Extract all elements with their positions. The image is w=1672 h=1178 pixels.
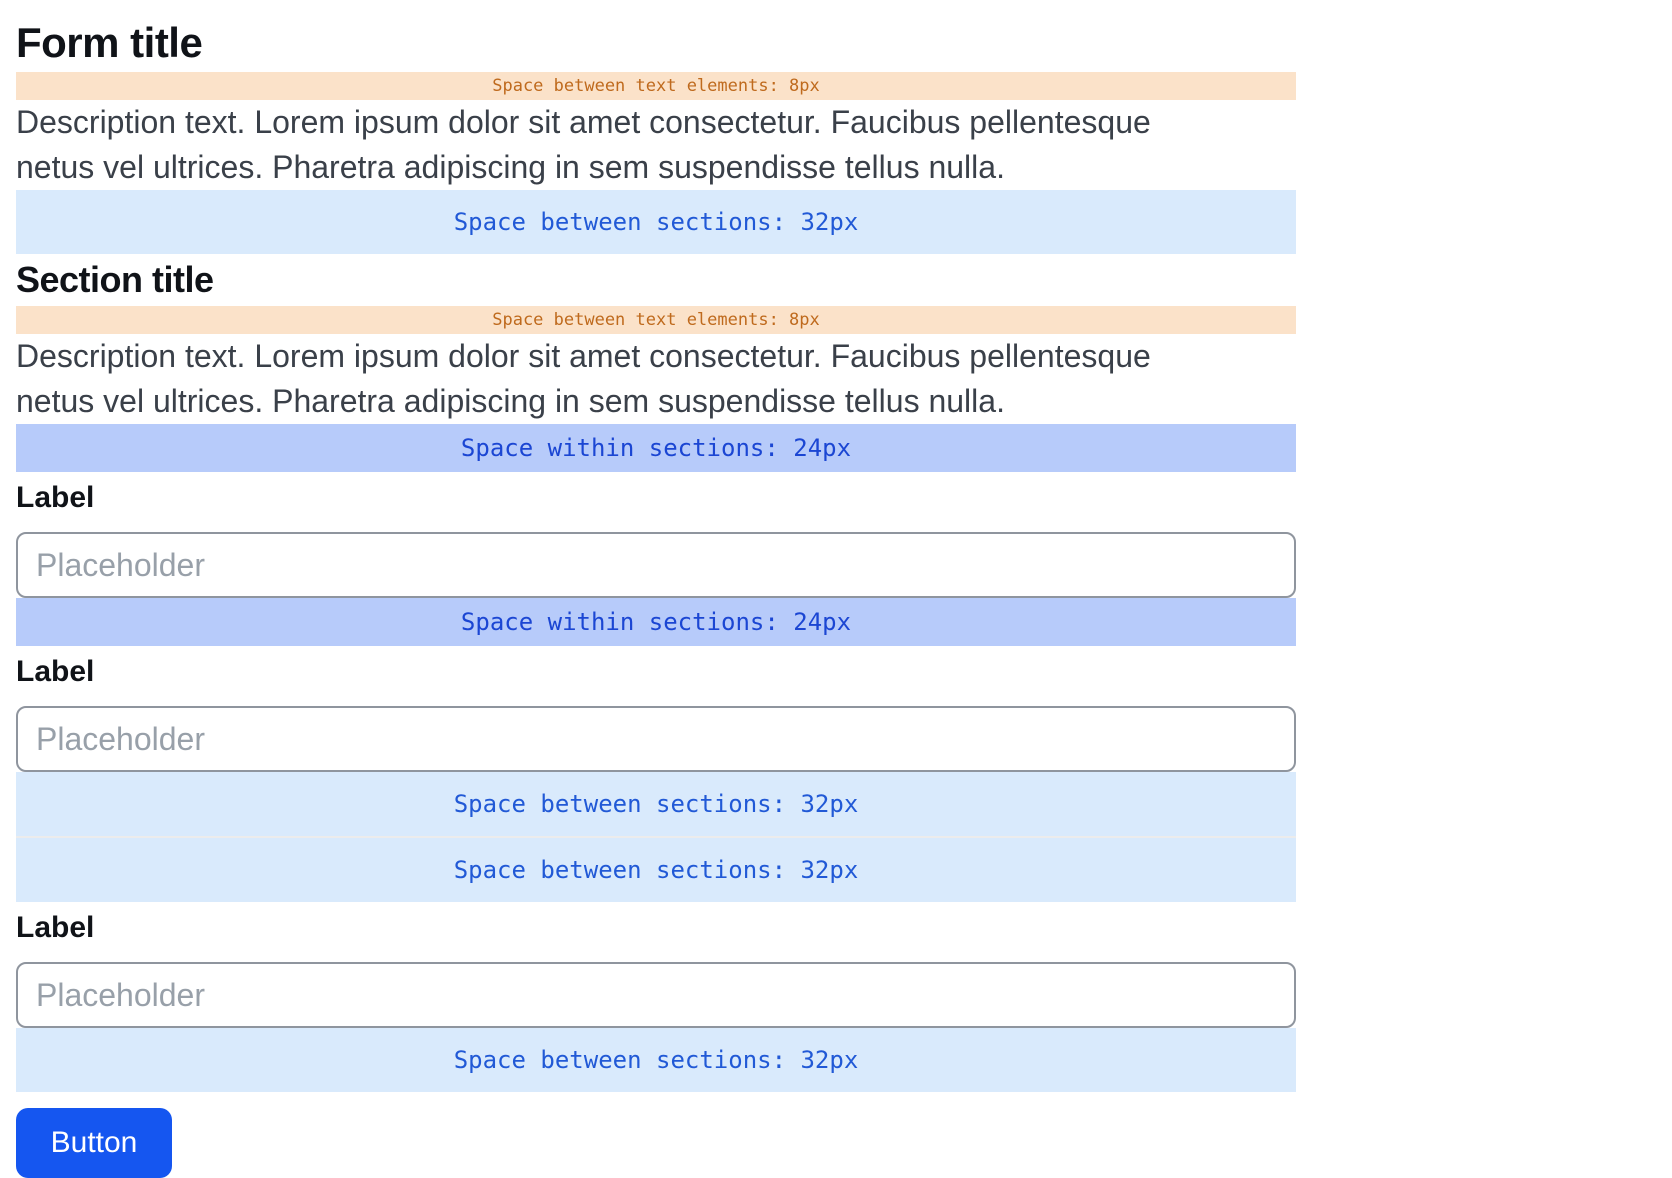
spacer-annotation-label: Space between text elements: 8px	[492, 310, 820, 330]
section-description: Description text. Lorem ipsum dolor sit amet consectetur. Faucibus pellentesque netus vel ultrices. Pharetra adipiscing in sem suspendisse tellus nulla.	[16, 338, 1151, 419]
spacer-annotation-label: Space between sections: 32px	[453, 1046, 859, 1074]
spacer-annotation-within-sections	[16, 598, 1296, 646]
form-spec-page	[16, 0, 1296, 1178]
spacer-annotation-within-sections	[16, 424, 1296, 472]
spacer-annotation-label: Space between sections: 32px	[453, 790, 859, 818]
spacer-annotation-between-sections	[16, 190, 1296, 254]
form-description: Description text. Lorem ipsum dolor sit amet consectetur. Faucibus pellentesque netus vel ultrices. Pharetra adipiscing in sem suspendisse tellus nulla.	[16, 104, 1151, 185]
spacer-annotation-label: Space between sections: 32px	[453, 208, 859, 236]
spacer-annotation-text-elements	[16, 306, 1296, 334]
field-label: Label	[16, 481, 95, 514]
field-label: Label	[16, 655, 95, 688]
spacer-annotation-between-sections	[16, 1028, 1296, 1092]
text-input[interactable]	[16, 706, 1296, 772]
form-field	[16, 646, 1296, 772]
field-label: Label	[16, 911, 95, 944]
spacer-annotation-text-elements	[16, 72, 1296, 100]
spacer-annotation-label: Space within sections: 24px	[460, 608, 852, 636]
spacer-annotation-between-sections	[16, 772, 1296, 836]
submit-button[interactable]: Button	[16, 1108, 172, 1178]
section-title: Section title	[16, 259, 214, 300]
text-input[interactable]	[16, 962, 1296, 1028]
spacer-annotation-label: Space within sections: 24px	[460, 434, 852, 462]
form-title: Form title	[16, 19, 203, 66]
text-input[interactable]	[16, 532, 1296, 598]
spacer-annotation-label: Space between text elements: 8px	[492, 76, 820, 96]
form-field	[16, 472, 1296, 598]
spacer-annotation-label: Space between sections: 32px	[453, 856, 859, 884]
form-field	[16, 902, 1296, 1028]
spacer-annotation-between-sections	[16, 838, 1296, 902]
